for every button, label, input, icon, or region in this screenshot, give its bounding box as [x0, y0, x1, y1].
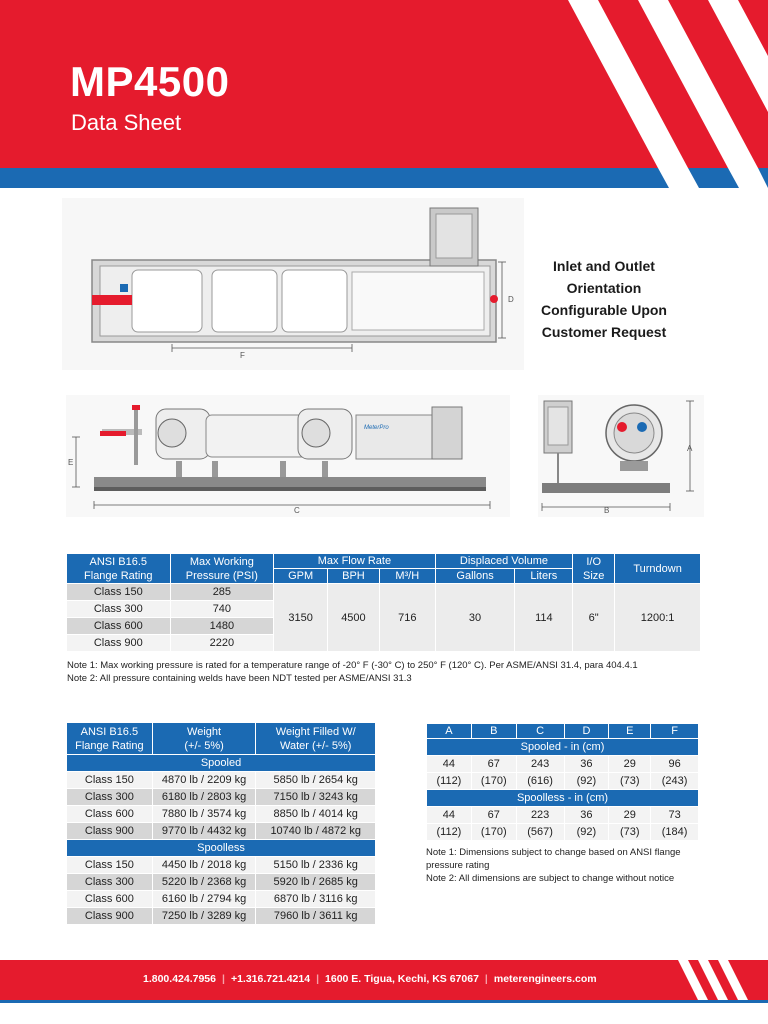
note-line: Note 1: Max working pressure is rated for a temperature range of -20° F (-30° C) to 250° F (120° C). Per ASME/ANSI 31.4, para 404.4.1	[67, 660, 638, 671]
footer-separator: |	[222, 973, 225, 985]
section-row-spoolless	[427, 790, 699, 807]
dim-label-b: B	[604, 506, 610, 515]
header-dim-b: B	[471, 724, 516, 739]
dimensions-table	[426, 723, 699, 841]
inlet-note-line: Orientation	[566, 280, 642, 296]
table-row	[67, 584, 701, 601]
header-gallons: Gallons	[435, 569, 515, 584]
dim-e-cm: (73)	[609, 773, 651, 790]
weight-cell: 9770 lb / 4432 kg	[152, 823, 256, 840]
side-view-valve	[134, 405, 138, 465]
top-view-strainer-1	[132, 270, 202, 332]
weight-filled-cell: 7960 lb / 3611 kg	[256, 908, 376, 925]
footer-website-link[interactable]: meterengineers.com	[493, 973, 597, 985]
weight-cell: 6160 lb / 2794 kg	[152, 891, 256, 908]
header-text: Size	[582, 569, 605, 582]
dim-label-a: A	[687, 444, 693, 453]
dim-label-c: C	[294, 506, 300, 515]
header-dim-e: E	[609, 724, 651, 739]
weight-table-header-row	[67, 723, 376, 755]
top-view-strainer-2	[212, 270, 277, 332]
header-turndown: Turndown	[615, 554, 701, 584]
io-size-cell: 6"	[573, 584, 615, 652]
weight-filled-cell: 6870 lb / 3116 kg	[256, 891, 376, 908]
weight-cell: 7250 lb / 3289 kg	[152, 908, 256, 925]
top-view-meter-body	[352, 272, 484, 330]
weight-filled-cell: 5850 lb / 2654 kg	[256, 772, 376, 789]
page-title: MP4500	[70, 58, 230, 105]
header-text: Flange Rating	[75, 739, 144, 752]
header-text: ANSI B16.5	[80, 725, 139, 738]
top-view-strainer-3	[282, 270, 347, 332]
flange-class-cell: Class 150	[67, 772, 153, 789]
header-weight	[152, 723, 256, 755]
end-view-skid-base	[542, 483, 670, 493]
header-text: Water (+/- 5%)	[279, 739, 352, 752]
table-row	[67, 891, 376, 908]
header-text: Pressure (PSI)	[185, 569, 258, 582]
section-label: Spooled - in (cm)	[427, 739, 699, 756]
dim-b-cm: (170)	[471, 824, 516, 841]
header-bph: BPH	[328, 569, 380, 584]
section-row-spooled	[427, 739, 699, 756]
table-row	[427, 756, 699, 773]
header-dim-c: C	[516, 724, 564, 739]
dim-table-header-row	[427, 724, 699, 739]
flange-class-cell: Class 300	[67, 601, 171, 618]
footer-separator: |	[316, 973, 320, 985]
dim-label-e: E	[68, 458, 74, 467]
table-row	[67, 908, 376, 925]
header-io-size	[573, 554, 615, 584]
table-row	[67, 857, 376, 874]
footer-blue-band	[0, 1000, 768, 1003]
weight-filled-cell: 8850 lb / 4014 kg	[256, 806, 376, 823]
note-line: Note 2: All pressure containing welds have been NDT tested per ASME/ANSI 31.3	[67, 673, 412, 684]
top-view-inlet-blue	[120, 284, 128, 292]
weight-filled-cell: 5920 lb / 2685 kg	[256, 874, 376, 891]
page-subtitle: Data Sheet	[71, 110, 182, 135]
flange-class-cell: Class 600	[67, 618, 171, 635]
header-banner	[0, 0, 768, 190]
pressure-cell: 2220	[170, 635, 274, 652]
dim-a-cm: (112)	[427, 773, 472, 790]
dimension-notes	[426, 846, 716, 885]
note-line: Note 1: Dimensions subject to change based on ANSI flange pressure rating	[426, 847, 681, 871]
footer-phone-tollfree[interactable]: 1.800.424.7956	[143, 973, 216, 985]
table-row	[427, 824, 699, 841]
turndown-cell: 1200:1	[615, 584, 701, 652]
flange-class-cell: Class 900	[67, 823, 153, 840]
header-displaced-volume: Displaced Volume	[435, 554, 573, 569]
weight-cell: 5220 lb / 2368 kg	[152, 874, 256, 891]
flange-class-cell: Class 300	[67, 789, 153, 806]
table-row	[67, 789, 376, 806]
weight-filled-cell: 7150 lb / 3243 kg	[256, 789, 376, 806]
flange-class-cell: Class 900	[67, 635, 171, 652]
section-row-spoolless	[67, 840, 376, 857]
side-view-brand: MeterPro	[364, 425, 389, 431]
header-text: Weight Filled W/	[275, 725, 356, 738]
dim-f-inches: 73	[651, 807, 699, 824]
table-row	[67, 772, 376, 789]
header-text: Weight	[187, 725, 222, 738]
footer-phone-intl[interactable]: +1.316.721.4214	[230, 973, 311, 985]
inlet-outlet-note	[530, 255, 678, 343]
header-flange-rating	[67, 554, 171, 584]
table-row	[67, 806, 376, 823]
gpm-cell: 3150	[274, 584, 328, 652]
flange-class-cell: Class 600	[67, 806, 153, 823]
table-row	[67, 874, 376, 891]
weight-cell: 6180 lb / 2803 kg	[152, 789, 256, 806]
footer-address: 1600 E. Tigua, Kechi, KS 67067	[325, 973, 479, 985]
header-stripes-graphic	[528, 0, 768, 190]
dim-f-cm: (243)	[651, 773, 699, 790]
liters-cell: 114	[515, 584, 573, 652]
side-view-drawing	[66, 395, 510, 517]
pressure-cell: 740	[170, 601, 274, 618]
flange-class-cell: Class 150	[67, 857, 153, 874]
weight-cell: 7880 lb / 3574 kg	[152, 806, 256, 823]
flange-class-cell: Class 300	[67, 874, 153, 891]
table-row	[427, 773, 699, 790]
header-text: I/O	[586, 555, 602, 568]
footer-stripes-graphic	[668, 960, 768, 1000]
dim-c-cm: (567)	[516, 824, 564, 841]
dim-c-inches: 243	[516, 756, 564, 773]
header-dim-a: A	[427, 724, 472, 739]
dim-label-f: F	[240, 351, 245, 360]
gallons-cell: 30	[435, 584, 515, 652]
weight-cell: 4870 lb / 2209 kg	[152, 772, 256, 789]
weight-cell: 4450 lb / 2018 kg	[152, 857, 256, 874]
dim-c-cm: (616)	[516, 773, 564, 790]
header-text: Flange Rating	[84, 569, 153, 582]
section-label: Spooled	[67, 755, 376, 772]
header-dim-d: D	[564, 724, 609, 739]
dim-b-inches: 67	[471, 756, 516, 773]
top-view-inlet-red	[92, 295, 132, 305]
top-view-outlet-red	[490, 295, 498, 303]
header-max-pressure	[170, 554, 274, 584]
side-view-inlet-red	[100, 431, 126, 436]
dim-a-inches: 44	[427, 807, 472, 824]
header-flange-rating	[67, 723, 153, 755]
header-weight-filled	[256, 723, 376, 755]
note-line: Note 2: All dimensions are subject to change without notice	[426, 873, 675, 884]
dim-e-inches: 29	[609, 807, 651, 824]
flange-class-cell: Class 900	[67, 908, 153, 925]
dim-d-cm: (92)	[564, 824, 609, 841]
header-gpm: GPM	[274, 569, 328, 584]
dim-e-inches: 29	[609, 756, 651, 773]
section-label: Spoolless	[67, 840, 376, 857]
weight-filled-cell: 10740 lb / 4872 kg	[256, 823, 376, 840]
header-dim-f: F	[651, 724, 699, 739]
table-row	[427, 807, 699, 824]
dim-f-inches: 96	[651, 756, 699, 773]
inlet-note-line: Customer Request	[541, 324, 667, 340]
footer-contact	[143, 973, 597, 985]
dim-a-inches: 44	[427, 756, 472, 773]
section-label: Spoolless - in (cm)	[427, 790, 699, 807]
dim-b-inches: 67	[471, 807, 516, 824]
weight-table	[66, 722, 376, 925]
m3h-cell: 716	[379, 584, 435, 652]
dim-d-cm: (92)	[564, 773, 609, 790]
top-view-drawing	[62, 198, 524, 370]
dim-c-inches: 223	[516, 807, 564, 824]
footer-banner	[0, 960, 768, 1000]
weight-filled-cell: 5150 lb / 2336 kg	[256, 857, 376, 874]
dim-f-cm: (184)	[651, 824, 699, 841]
dim-d-inches: 36	[564, 807, 609, 824]
spec-table-header-row	[67, 554, 701, 569]
dim-b-cm: (170)	[471, 773, 516, 790]
end-view-inlet-red	[617, 422, 627, 432]
section-row-spooled	[67, 755, 376, 772]
header-m3h: M³/H	[379, 569, 435, 584]
inlet-note-line: Inlet and Outlet	[553, 258, 655, 274]
spec-notes	[67, 659, 707, 685]
spec-table	[66, 553, 701, 652]
end-view-outlet-blue	[637, 422, 647, 432]
dim-a-cm: (112)	[427, 824, 472, 841]
flange-class-cell: Class 150	[67, 584, 171, 601]
header-max-flow: Max Flow Rate	[274, 554, 435, 569]
pressure-cell: 1480	[170, 618, 274, 635]
header-liters: Liters	[515, 569, 573, 584]
pressure-cell: 285	[170, 584, 274, 601]
footer-separator: |	[484, 973, 488, 985]
dim-label-d: D	[508, 295, 514, 304]
dim-e-cm: (73)	[609, 824, 651, 841]
table-row	[67, 823, 376, 840]
header-text: (+/- 5%)	[184, 739, 224, 752]
flange-class-cell: Class 600	[67, 891, 153, 908]
inlet-note-line: Configurable Upon	[541, 302, 667, 318]
end-view-drawing	[538, 395, 704, 517]
header-text: ANSI B16.5	[89, 555, 148, 568]
bph-cell: 4500	[328, 584, 380, 652]
side-view-skid-base	[94, 477, 486, 487]
dim-d-inches: 36	[564, 756, 609, 773]
header-text: Max Working	[189, 555, 254, 568]
